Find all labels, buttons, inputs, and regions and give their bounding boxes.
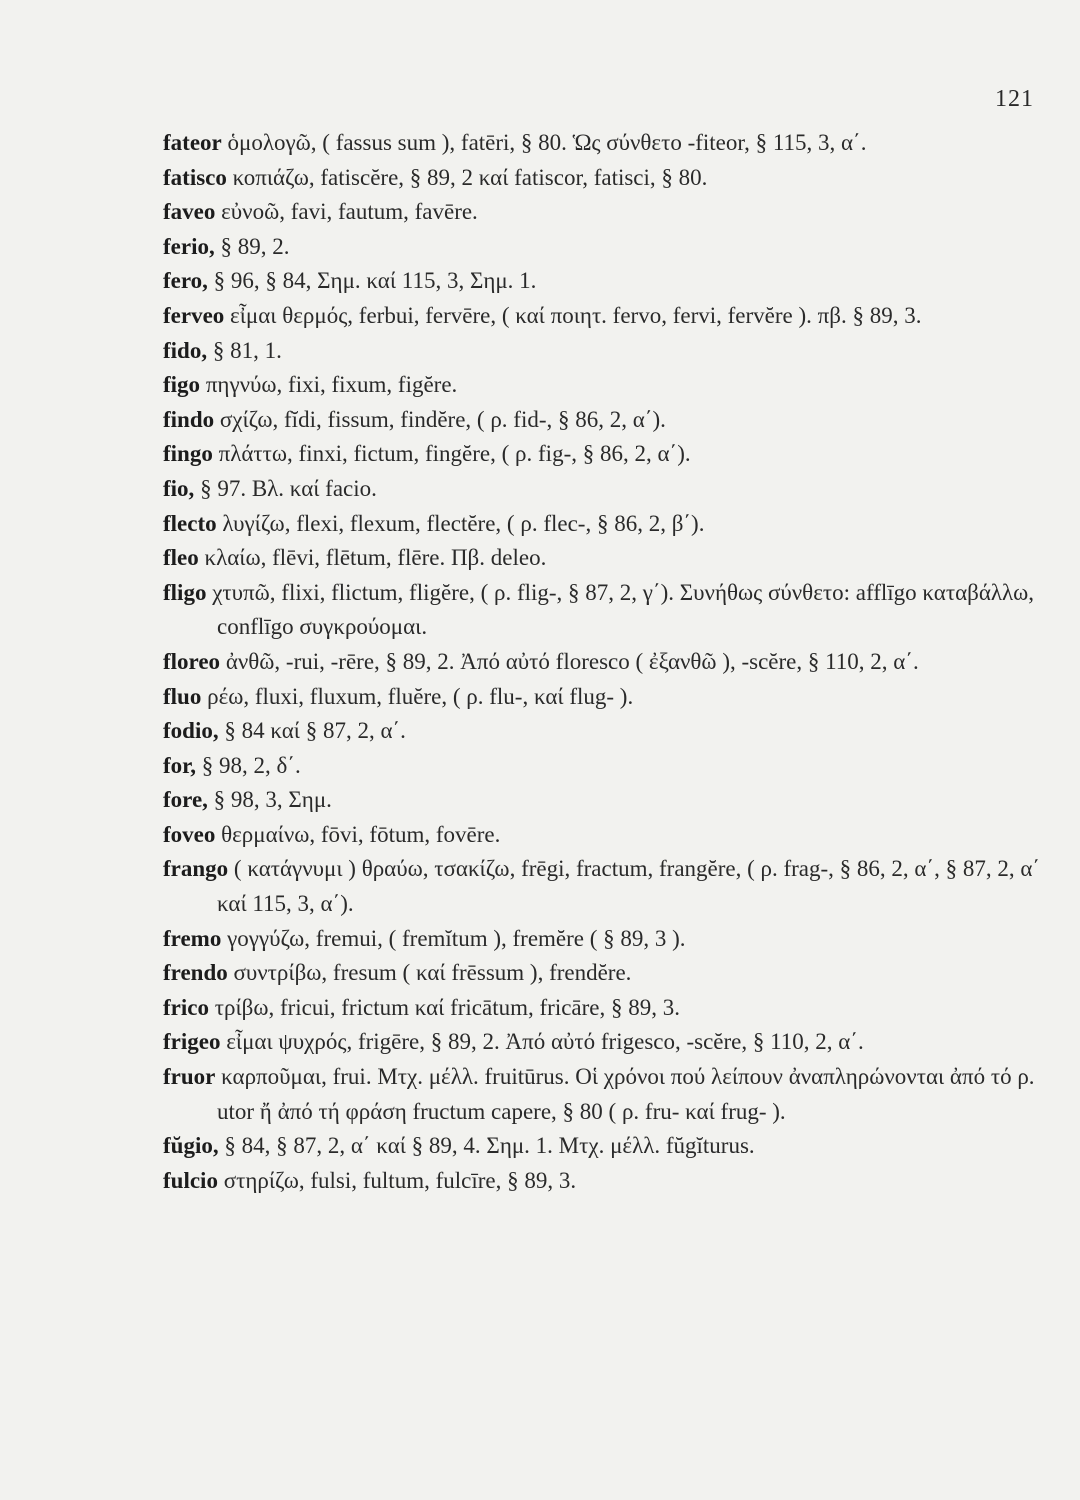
headword: fio, <box>163 475 195 501</box>
headword: foveo <box>163 821 216 847</box>
definition: § 84, § 87, 2, α΄ καί § 89, 4. Σημ. 1. Μτχ. μέλλ. fŭgĭturus. <box>224 1133 755 1159</box>
entry-frendo <box>163 956 1043 991</box>
headword: frico <box>163 994 209 1020</box>
definition: § 84 καί § 87, 2, α΄. <box>224 718 406 744</box>
dictionary-entries <box>163 126 1043 1198</box>
definition: § 98, 2, δ΄. <box>201 752 301 778</box>
entry-fio <box>163 472 1043 507</box>
headword: flecto <box>163 510 217 536</box>
headword: fŭgio, <box>163 1133 219 1159</box>
entry-fateor <box>163 126 1043 161</box>
entry-for <box>163 749 1043 784</box>
definition: § 97. Βλ. καί facio. <box>200 475 377 501</box>
headword: floreo <box>163 648 221 674</box>
entry-foveo <box>163 818 1043 853</box>
definition: στηρίζω, fulsi, fultum, fulcīre, § 89, 3. <box>223 1167 577 1193</box>
definition: ( κατάγνυμι ) θραύω, τσακίζω, frēgi, fractum, frangĕre, ( ρ. frag-, § 86, 2, α΄, § 87, 2, α΄ καί 115, 3, α΄). <box>217 856 1041 917</box>
entry-ferio <box>163 230 1043 265</box>
headword: ferio, <box>163 233 215 259</box>
entry-fulcio <box>163 1164 1043 1199</box>
entry-fingo <box>163 437 1043 472</box>
entry-fero <box>163 264 1043 299</box>
entry-figo <box>163 368 1043 403</box>
definition: συντρίβω, fresum ( καί frēssum ), frendĕre. <box>233 960 632 986</box>
definition: σχίζω, fĭdi, fissum, findĕre, ( ρ. fid-, § 86, 2, α΄). <box>219 406 666 432</box>
headword: fatisco <box>163 164 227 190</box>
definition: ἀνθῶ, -rui, -rēre, § 89, 2. Ἀπό αὐτό floresco ( ἐξανθῶ ), -scĕre, § 110, 2, α΄. <box>225 648 919 674</box>
entry-fluo <box>163 680 1043 715</box>
headword: fido, <box>163 337 208 363</box>
headword: fligo <box>163 579 207 605</box>
definition: εὐνοῶ, favi, fautum, favēre. <box>221 199 478 225</box>
entry-fore <box>163 783 1043 818</box>
headword: fulcio <box>163 1167 218 1193</box>
headword: ferveo <box>163 302 225 328</box>
headword: frigeo <box>163 1029 221 1055</box>
definition: § 89, 2. <box>220 233 290 259</box>
definition: ὁμολογῶ, ( fassus sum ), fatēri, § 80. Ὡς σύνθετο -fiteor, § 115, 3, α΄. <box>227 130 867 155</box>
entry-ferveo <box>163 299 1043 334</box>
headword: for, <box>163 752 197 778</box>
definition: πλάττω, finxi, fictum, fingĕre, ( ρ. fig-, § 86, 2, α΄). <box>218 441 691 467</box>
definition: καρποῦμαι, frui. Μτχ. μέλλ. fruitūrus. Οἱ χρόνοι πού λείπουν ἀναπληρώνονται ἀπό τό ρ. utor ἤ ἀπό τή φράση fructum capere, § 80 ( ρ. fru- καί frug- ). <box>217 1064 1035 1124</box>
headword: frendo <box>163 960 228 986</box>
entry-fruor <box>163 1060 1043 1129</box>
entry-fodio <box>163 714 1043 749</box>
headword: fluo <box>163 683 202 709</box>
definition: εἶμαι θερμός, ferbui, fervēre, ( καί ποιητ. fervo, fervi, fervĕre ). πβ. § 89, 3. <box>230 302 922 328</box>
entry-fleo <box>163 541 1043 576</box>
entry-fatisco <box>163 161 1043 196</box>
headword: findo <box>163 406 215 432</box>
entry-frango <box>163 852 1043 921</box>
definition: κοπιάζω, fatiscĕre, § 89, 2 καί fatiscor, fatisci, § 80. <box>232 164 708 190</box>
entry-fremo <box>163 922 1043 957</box>
headword: fore, <box>163 787 208 813</box>
headword: fateor <box>163 130 222 155</box>
definition: χτυπῶ, flixi, flictum, fligĕre, ( ρ. flig-, § 87, 2, γ΄). Συνήθως σύνθετο: afflīgo καταβάλλω, conflīgo συγκρούομαι. <box>212 579 1035 640</box>
headword: fero, <box>163 268 208 294</box>
definition: κλαίω, flēvi, flētum, flēre. Πβ. deleo. <box>204 545 547 571</box>
entry-frico <box>163 991 1043 1026</box>
entry-fligo <box>163 576 1043 645</box>
definition: § 81, 1. <box>212 337 282 363</box>
definition: γογγύζω, fremui, ( fremĭtum ), fremĕre ( § 89, 3 ). <box>227 925 686 951</box>
headword: fruor <box>163 1064 216 1090</box>
definition: § 98, 3, Σημ. <box>213 787 332 813</box>
entry-floreo <box>163 645 1043 680</box>
entry-faveo <box>163 195 1043 230</box>
entry-findo <box>163 403 1043 438</box>
definition: λυγίζω, flexi, flexum, flectĕre, ( ρ. flec-, § 86, 2, β΄). <box>222 510 705 536</box>
headword: figo <box>163 372 201 398</box>
headword: fremo <box>163 925 222 951</box>
definition: εἶμαι ψυχρός, frigēre, § 89, 2. Ἀπό αὐτό frigesco, -scĕre, § 110, 2, α΄. <box>226 1029 864 1055</box>
headword: fodio, <box>163 718 219 744</box>
entry-frigeo <box>163 1025 1043 1060</box>
definition: θερμαίνω, fōvi, fōtum, fovēre. <box>221 821 501 847</box>
headword: faveo <box>163 199 216 225</box>
entry-fugio <box>163 1129 1043 1164</box>
headword: fingo <box>163 441 213 467</box>
headword: frango <box>163 856 229 882</box>
definition: τρίβω, fricui, frictum καί fricātum, fricāre, § 89, 3. <box>214 994 680 1020</box>
definition: πηγνύω, fixi, fixum, figĕre. <box>205 372 458 398</box>
definition: § 96, § 84, Σημ. καί 115, 3, Σημ. 1. <box>213 268 537 294</box>
entry-fido <box>163 334 1043 369</box>
headword: fleo <box>163 545 199 571</box>
page-number: 121 <box>995 86 1034 112</box>
entry-flecto <box>163 507 1043 542</box>
definition: ρέω, fluxi, fluxum, fluĕre, ( ρ. flu-, καί flug- ). <box>207 683 634 709</box>
